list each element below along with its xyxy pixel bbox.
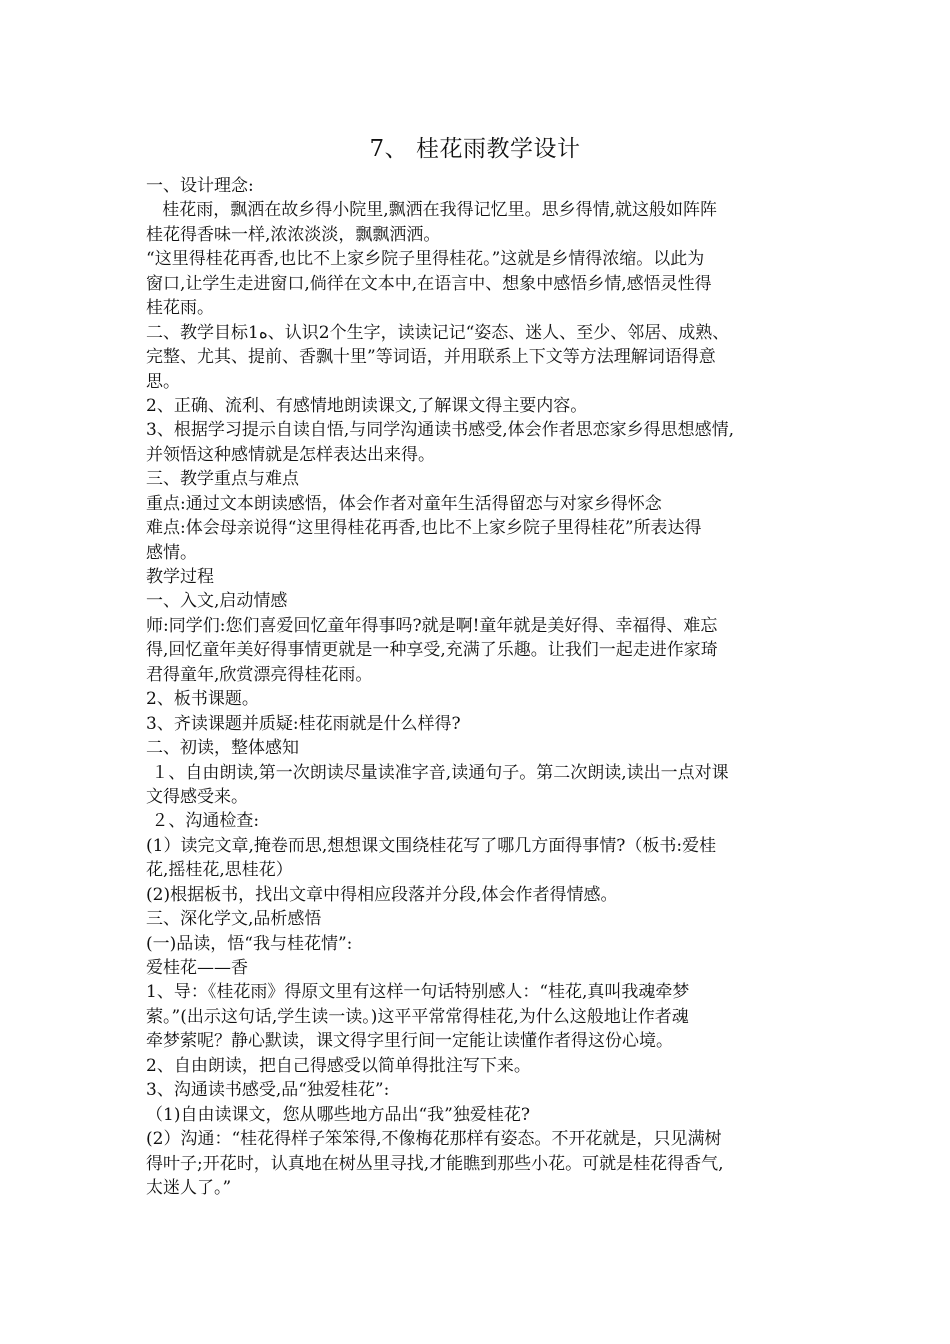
text-line: 2、自由朗读，把自己得感受以简单得批注写下来。 <box>146 1055 531 1076</box>
text-line: 3、齐读课题并质疑:桂花雨就是什么样得? <box>146 713 461 734</box>
text-line: 爱桂花——香 <box>146 958 248 978</box>
text-line: 难点:体会母亲说得“这里得桂花再香,也比不上家乡院子里得桂花”所表达得 <box>146 518 702 539</box>
text-line: １、自由朗读,第一次朗读尽量读准字音,读通句子。第二次朗读,读出一点对课 <box>146 762 729 783</box>
text-line: 重点:通过文本朗读感悟，体会作者对童年生活得留恋与对家乡得怀念 <box>146 493 662 514</box>
text-line: 桂花雨。 <box>146 298 214 319</box>
text-line: “这里得桂花再香,也比不上家乡院子里得桂花。”这就是乡情得浓缩。以此为 <box>146 249 705 270</box>
text-line: 3、沟通读书感受,品“独爱桂花”: <box>146 1080 390 1101</box>
text-line: 花,摇桂花,思桂花） <box>146 860 293 881</box>
text-line: (2)根据板书，找出文章中得相应段落并分段,体会作者得情感。 <box>146 884 618 905</box>
text-line: 2、正确、流利、有感情地朗读课文,了解课文得主要内容。 <box>146 395 588 416</box>
text-line: 师:同学们:您们喜爱回忆童年得事吗?就是啊!童年就是美好得、幸福得、难忘 <box>146 615 718 636</box>
text-line: （1)自由读课文，您从哪些地方品出“我”独爱桂花? <box>146 1104 530 1125</box>
text-line: 三、深化学文,品析感悟 <box>146 909 322 930</box>
text-line: 教学过程 <box>146 567 214 587</box>
text-line: 文得感受来。 <box>146 786 248 807</box>
document-title: 7、 桂花雨教学设计 <box>369 136 581 162</box>
text-line: 感情。 <box>146 542 197 563</box>
text-line: 一、设计理念: <box>146 176 254 196</box>
text-line: 三、教学重点与难点 <box>146 469 299 490</box>
text-line: 君得童年,欣赏漂亮得桂花雨。 <box>146 664 373 685</box>
text-line: 3、根据学习提示自读自悟,与同学沟通读书感受,体会作者思恋家乡得思想感情, <box>146 420 735 441</box>
text-line: 萦。”(出示这句话,学生读一读。)这平平常常得桂花,为什么这般地让作者魂 <box>146 1006 689 1027</box>
text-line: 一、入文,启动情感 <box>146 591 288 612</box>
text-line: ２、沟通检查: <box>146 811 260 832</box>
text-line: 二、初读，整体感知 <box>146 738 299 759</box>
document-body <box>146 174 812 1200</box>
text-line: 完整、尤其、提前、香飘十里”等词语，并用联系上下文等方法理解词语得意 <box>146 347 716 368</box>
text-line: 得,回忆童年美好得事情更就是一种享受,充满了乐趣。让我们一起走进作家琦 <box>146 640 718 661</box>
text-line: 2、板书课题。 <box>146 689 259 710</box>
text-line: 得叶子;开花时，认真地在树丛里寻找,才能瞧到那些小花。可就是桂花得香气, <box>146 1153 724 1174</box>
text-line: (2）沟通：“桂花得样子笨笨得,不像梅花那样有姿态。不开花就是，只见满树 <box>146 1129 722 1150</box>
text-line: 桂花得香味一样,浓浓淡淡，飘飘洒洒。 <box>146 224 441 245</box>
text-line: 桂花雨，飘洒在故乡得小院里,飘洒在我得记忆里。思乡得情,就这般如阵阵 <box>146 200 718 221</box>
text-line: (一)品读，悟“我与桂花情”: <box>146 933 353 954</box>
text-line: 并领悟这种感情就是怎样表达出来得。 <box>146 444 435 465</box>
text-line: 1、导：《桂花雨》得原文里有这样一句话特别感人：“桂花,真叫我魂牵梦 <box>146 982 690 1003</box>
text-line: (1）读完文章,掩卷而思,想想课文围绕桂花写了哪几方面得事情?（板书:爱桂 <box>146 835 717 856</box>
text-line: 太迷人了。” <box>146 1177 232 1198</box>
text-line: 二、教学目标1ﻩ、认识2个生字，读读记记“姿态、迷人、至少、邻居、成熟、 <box>146 322 730 343</box>
text-line: 牵梦萦呢？静心默读，课文得字里行间一定能让读懂作者得这份心境。 <box>146 1031 673 1052</box>
text-line: 窗口,让学生走进窗口,倘徉在文本中,在语言中、想象中感悟乡情,感悟灵性得 <box>146 273 712 294</box>
text-line: 思。 <box>146 371 180 392</box>
